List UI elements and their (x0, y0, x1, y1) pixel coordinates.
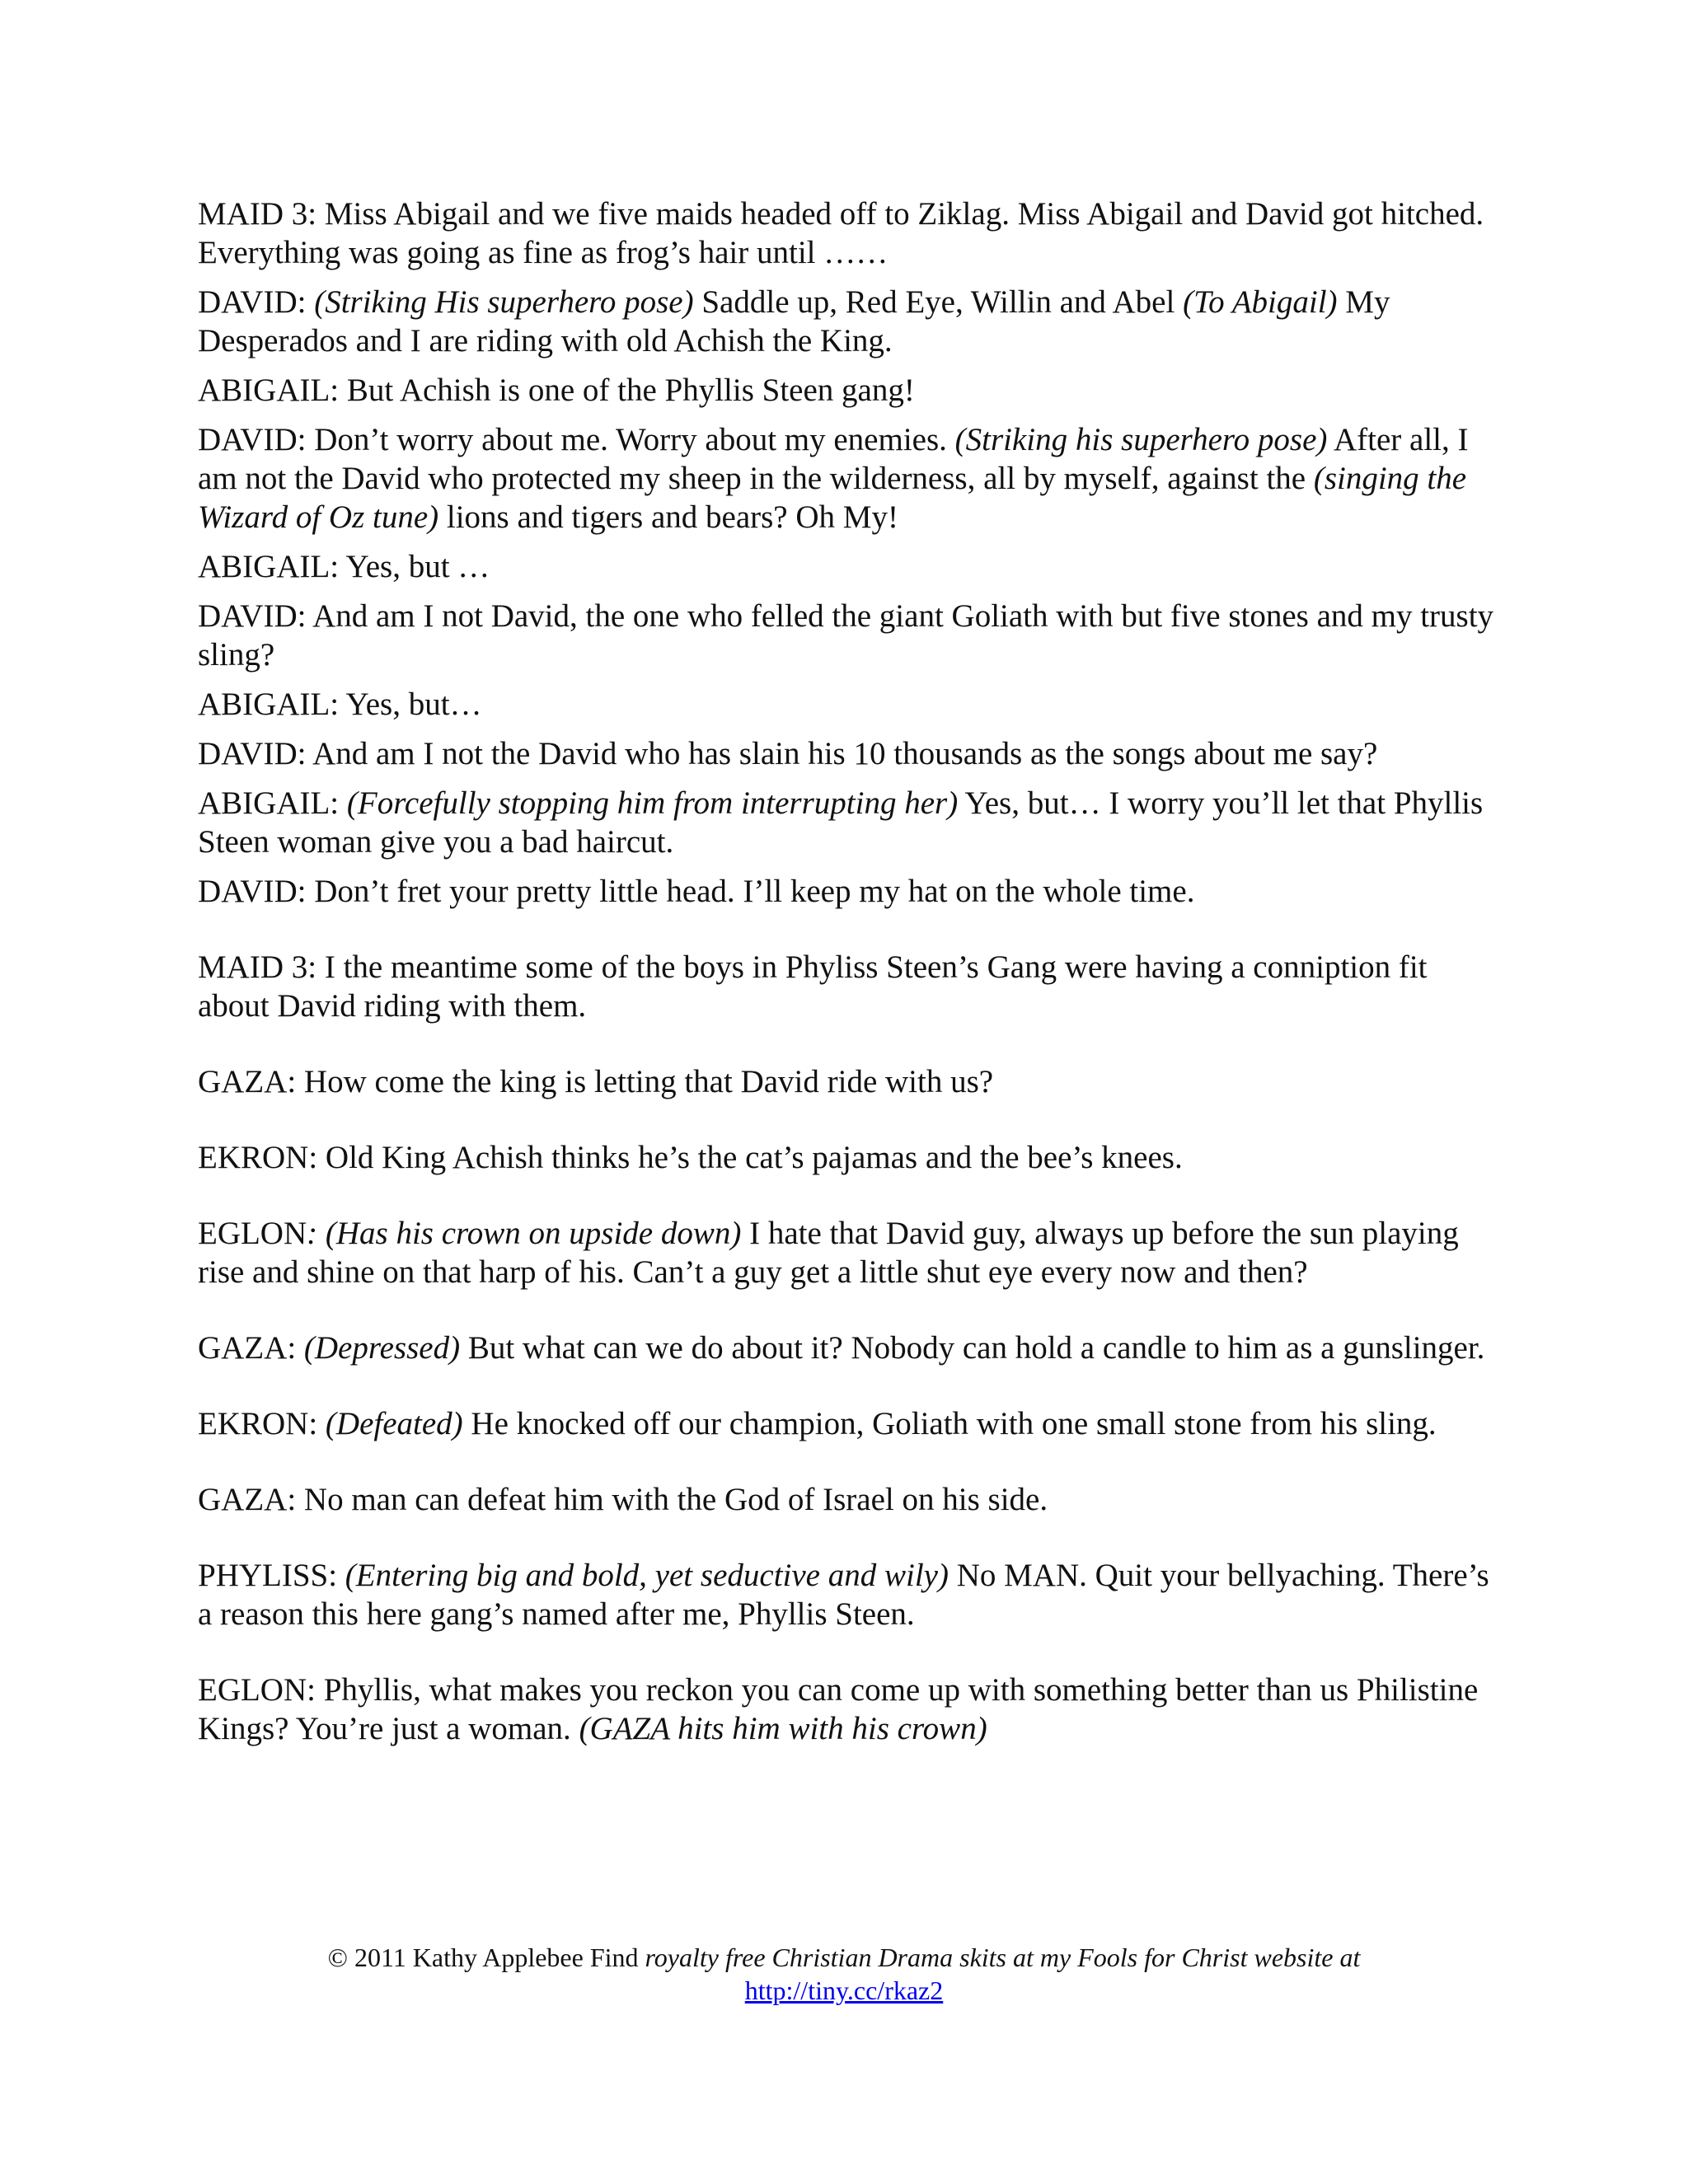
speaker-name: ABIGAIL: (198, 373, 340, 408)
line-text: I hate that David guy, always up before the sun playing rise and shine on that harp of his. Can’t a guy get a little shut eye every now and then? (198, 1216, 1459, 1290)
stage-direction: (To Abigail) (1183, 284, 1338, 320)
line-text: Old King Achish thinks he’s the cat’s pajamas and the bee’s knees. (317, 1140, 1183, 1175)
line-text: Miss Abigail and we five maids headed off to Ziklag. Miss Abigail and David got hitched. Everything was going as fine as frog’s hair until …… (198, 196, 1484, 270)
speaker-name: DAVID: (198, 736, 307, 771)
dialogue-line (198, 1062, 1500, 1101)
stage-direction: (Forcefully stopping him from interrupting her) (346, 785, 959, 821)
stage-direction: (GAZA hits him with his crown) (579, 1711, 987, 1746)
line-text: My Desperados and I are riding with old Achish the King. (198, 284, 1390, 359)
speaker-name: EGLON: (198, 1672, 316, 1708)
speaker-name: DAVID: (198, 598, 307, 634)
copyright-text: © 2011 Kathy Applebee Find (327, 1943, 645, 1972)
dialogue-line (198, 1138, 1500, 1177)
line-text: No MAN. Quit your bellyaching. There’s a reason this here gang’s named after me, Phyllis Steen. (198, 1558, 1489, 1632)
line-text (306, 284, 314, 320)
speaker-name: MAID 3: (198, 949, 317, 985)
speaker-name: MAID 3: (198, 196, 317, 232)
dialogue-line (198, 1671, 1500, 1748)
dialogue-line (198, 1480, 1500, 1519)
line-text: Phyllis, what makes you reckon you can come up with something better than us Philistine Kings? You’re just a woman. (198, 1672, 1479, 1746)
dialogue-line (198, 948, 1500, 1025)
line-text: Don’t fret your pretty little head. I’ll keep my hat on the whole time. (306, 874, 1195, 909)
stage-direction: (Striking his superhero pose) (954, 422, 1328, 457)
line-text: No man can defeat him with the God of Israel on his side. (296, 1482, 1048, 1517)
stage-direction: (Depressed) (303, 1330, 461, 1366)
website-link[interactable]: http://tiny.cc/rkaz2 (744, 1975, 944, 2005)
line-text: I the meantime some of the boys in Phyliss Steen’s Gang were having a conniption fit about David riding with them. (198, 949, 1428, 1024)
line-text: Yes, but… (339, 687, 482, 722)
line-text: Yes, but… I worry you’ll let that Phyllis Steen woman give you a bad haircut. (198, 785, 1484, 860)
dialogue-line (198, 734, 1500, 773)
line-text (317, 1406, 326, 1441)
line-text: He knocked off our champion, Goliath with one small stone from his sling. (462, 1406, 1437, 1441)
speaker-name: ABIGAIL: (198, 687, 340, 722)
dialogue-line (198, 784, 1500, 861)
line-text: How come the king is letting that David ride with us? (296, 1064, 994, 1099)
dialogue-line (198, 1214, 1500, 1291)
line-text: But Achish is one of the Phyllis Steen gang! (339, 373, 915, 408)
dialogue-line (198, 1329, 1500, 1367)
page-footer (0, 1941, 1688, 2007)
line-text: Saddle up, Red Eye, Willin and Abel (693, 284, 1184, 320)
dialogue-line (198, 194, 1500, 272)
line-text: But what can we do about it? Nobody can hold a candle to him as a gunslinger. (460, 1330, 1485, 1366)
line-text: Yes, but … (339, 549, 490, 584)
speaker-name: PHYLISS: (198, 1558, 338, 1593)
line-text: After all, I am not the David who protected my sheep in the wilderness, all by myself, against the (198, 422, 1469, 496)
line-text (296, 1330, 304, 1366)
speaker-name: EKRON: (198, 1140, 318, 1175)
line-text: And am I not the David who has slain his 10 thousands as the songs about me say? (306, 736, 1378, 771)
script-body (198, 194, 1500, 1748)
dialogue-line (198, 1404, 1500, 1443)
speaker-name: GAZA: (198, 1482, 297, 1517)
footer-credit (0, 1941, 1688, 1974)
stage-direction: (singing the Wizard of Oz tune) (198, 461, 1467, 535)
stage-direction: (Defeated) (325, 1406, 463, 1441)
dialogue-line (198, 283, 1500, 360)
dialogue-line (198, 597, 1500, 674)
dialogue-line (198, 420, 1500, 537)
footer-promo-text: royalty free Christian Drama skits at my Fools for Christ website at (645, 1943, 1361, 1972)
line-text: And am I not David, the one who felled the giant Goliath with but five stones and my trusty sling? (198, 598, 1494, 673)
speaker-name: EKRON: (198, 1406, 318, 1441)
line-text (339, 785, 347, 821)
stage-direction: : (Has his crown on upside down) (307, 1216, 742, 1251)
speaker-name: ABIGAIL: (198, 549, 340, 584)
speaker-name: GAZA: (198, 1064, 297, 1099)
speaker-name: DAVID: (198, 422, 307, 457)
dialogue-line (198, 547, 1500, 586)
dialogue-line (198, 872, 1500, 911)
line-text: Don’t worry about me. Worry about my enemies. (306, 422, 955, 457)
line-text: lions and tigers and bears? Oh My! (438, 499, 898, 535)
speaker-name: GAZA: (198, 1330, 297, 1366)
line-text (337, 1558, 345, 1593)
speaker-name: ABIGAIL: (198, 785, 340, 821)
stage-direction: (Entering big and bold, yet seductive and wily) (345, 1558, 949, 1593)
stage-direction: (Striking His superhero pose) (314, 284, 694, 320)
speaker-name: DAVID: (198, 284, 307, 320)
speaker-name: DAVID: (198, 874, 307, 909)
dialogue-line (198, 371, 1500, 410)
dialogue-line (198, 685, 1500, 724)
dialogue-line (198, 1556, 1500, 1633)
speaker-name: EGLON (198, 1216, 307, 1251)
